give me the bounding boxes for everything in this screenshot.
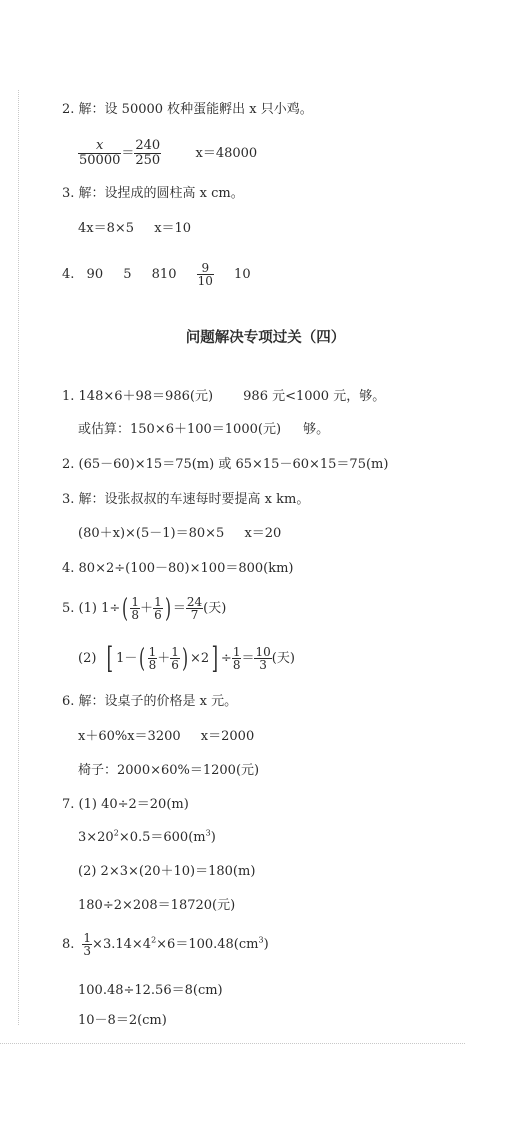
q1-line-1 bbox=[62, 389, 385, 405]
q5-p1-prefix: 5. (1) 1÷ bbox=[62, 601, 121, 616]
p2-answer: x＝48000 bbox=[195, 146, 258, 161]
q5-p2-times2: ×2 bbox=[190, 651, 210, 666]
p4-frac-den: 10 bbox=[197, 274, 213, 288]
p2-right-den: 250 bbox=[135, 153, 161, 168]
q5-p2-open-bracket: [ bbox=[107, 640, 114, 676]
p3-ans: x＝10 bbox=[154, 221, 192, 236]
q5-p1-plus: ＋ bbox=[140, 601, 154, 616]
p3-label: 3. 解：设捏成的圆柱高 x cm。 bbox=[62, 186, 244, 201]
p3-eq: 4x＝8×5 bbox=[78, 221, 135, 236]
q7-volume bbox=[78, 830, 216, 846]
q3-label: 3. 解：设张叔叔的车速每时要提高 x km。 bbox=[62, 492, 310, 507]
q6-equation bbox=[78, 729, 254, 745]
q1-line1-calc: 1. 148×6＋98＝986(元) bbox=[62, 389, 214, 404]
p4-line bbox=[62, 260, 251, 290]
p4-val-1: 90 bbox=[86, 267, 104, 282]
p2-left-num: x bbox=[78, 139, 121, 154]
q5-p1-f1-den: 8 bbox=[131, 608, 140, 622]
q2-line: 2. (65－60)×15＝75(m) 或 65×15－60×15＝75(m) bbox=[62, 457, 389, 472]
q5-p2-unit: (天) bbox=[271, 651, 295, 666]
q5-p2-eq: ＝ bbox=[241, 651, 255, 666]
q7-vol-a: 3×20 bbox=[78, 830, 114, 845]
p4-val-2: 5 bbox=[123, 267, 132, 282]
q8-c: ) bbox=[263, 937, 269, 952]
q5-p2-one-minus: 1－ bbox=[116, 651, 138, 666]
q5-p2-prefix: (2) bbox=[78, 651, 97, 666]
q8-sup: 2 bbox=[151, 935, 157, 945]
q5-p2-close-paren: ) bbox=[181, 643, 188, 674]
q5-p2-frac-2 bbox=[170, 646, 180, 671]
p2-right-fraction bbox=[134, 139, 161, 168]
p2-eq-sign: ＝ bbox=[121, 146, 135, 161]
q5-p2-plus: ＋ bbox=[157, 651, 171, 666]
p2-equation bbox=[78, 137, 257, 171]
bottom-dotted-line bbox=[0, 1043, 465, 1044]
margin-dotted-line bbox=[18, 90, 19, 1025]
q5-p1-frac-1 bbox=[130, 596, 140, 621]
q5-p2-f2-num: 1 bbox=[171, 645, 179, 659]
q8-a: ×3.14×4 bbox=[92, 937, 152, 952]
q5-p1-open-paren: ( bbox=[122, 593, 129, 624]
q5-p2-open-paren: ( bbox=[139, 643, 146, 674]
p2-left-den: 50000 bbox=[79, 153, 121, 168]
q1-estimate: 或估算：150×6＋100＝1000(元) bbox=[78, 422, 282, 437]
p2-label: 2. 解：设 50000 枚种蛋能孵出 x 只小鸡。 bbox=[62, 102, 313, 117]
q1-line-2 bbox=[78, 422, 329, 438]
p2-right-num: 240 bbox=[135, 138, 161, 153]
q5-p2-f1-num: 1 bbox=[148, 645, 157, 659]
q8-line-1 bbox=[62, 929, 269, 961]
q3-equation bbox=[78, 526, 281, 542]
q4-line: 4. 80×2÷(100－80)×100＝800(km) bbox=[62, 561, 294, 576]
q5-p1-unit: (天) bbox=[203, 601, 227, 616]
q6-eq: x＋60%x＝3200 bbox=[78, 729, 181, 744]
q8-line-3: 10－8＝2(cm) bbox=[78, 1013, 167, 1028]
p4-fraction bbox=[197, 262, 214, 287]
q5-p1-f2-num: 1 bbox=[154, 595, 162, 609]
section-title: 问题解决专项过关（四） bbox=[185, 329, 346, 346]
q8-fraction bbox=[82, 932, 92, 957]
q8-frac-den: 3 bbox=[83, 944, 92, 958]
q5-p1-result bbox=[186, 596, 203, 621]
q3-ans: x＝20 bbox=[244, 526, 282, 541]
q8-line-2: 100.48÷12.56＝8(cm) bbox=[78, 983, 223, 998]
p4-frac-num: 9 bbox=[197, 262, 214, 275]
q5-p2-f1-den: 8 bbox=[148, 658, 157, 672]
p4-val-3: 810 bbox=[151, 267, 177, 282]
q7-vol-unit-sup: 3 bbox=[205, 828, 211, 838]
q3-eq: (80＋x)×(5－1)＝80×5 bbox=[78, 526, 225, 541]
q5-p2-f2-den: 6 bbox=[171, 658, 179, 672]
q7-vol-sup: 2 bbox=[113, 828, 119, 838]
q7-part-3: 180÷2×208＝18720(元) bbox=[78, 898, 236, 913]
q6-chair: 椅子：2000×60%＝1200(元) bbox=[78, 763, 260, 778]
q5-p1-close-paren: ) bbox=[164, 593, 171, 624]
q5-p1-f1-num: 1 bbox=[131, 595, 140, 609]
q5-p1-eq: ＝ bbox=[172, 601, 186, 616]
q6-label: 6. 解：设桌子的价格是 x 元。 bbox=[62, 694, 238, 709]
p4-last: 10 bbox=[234, 267, 251, 282]
q5-p1-res-den: 7 bbox=[190, 608, 199, 622]
p3-equation bbox=[78, 221, 191, 237]
q5-part-1 bbox=[62, 592, 226, 626]
q5-p2-f3-num: 1 bbox=[232, 645, 241, 659]
q5-p1-f2-den: 6 bbox=[154, 608, 162, 622]
q5-p2-res-num: 10 bbox=[255, 645, 271, 659]
q5-p2-f3-den: 8 bbox=[232, 658, 241, 672]
q8-b: ×6＝100.48(cm bbox=[156, 937, 259, 952]
q5-p2-frac-1 bbox=[148, 646, 158, 671]
q5-p1-frac-2 bbox=[153, 596, 163, 621]
q7-vol-b: ×0.5＝600(m bbox=[118, 830, 206, 845]
q5-p2-result bbox=[254, 646, 271, 671]
q7-vol-c: ) bbox=[210, 830, 216, 845]
p4-label: 4. bbox=[62, 267, 75, 282]
q8-prefix: 8. bbox=[62, 937, 75, 952]
q7-part-2: (2) 2×3×(20＋10)＝180(m) bbox=[78, 864, 256, 879]
q1-enough: 够。 bbox=[303, 422, 330, 437]
q5-p2-res-den: 3 bbox=[259, 658, 267, 672]
q6-ans: x＝2000 bbox=[200, 729, 255, 744]
q1-line1-compare: 986 元<1000 元，够。 bbox=[243, 389, 386, 404]
q5-p1-res-num: 24 bbox=[186, 595, 203, 609]
q5-part-2 bbox=[78, 642, 295, 676]
q8-frac-num: 1 bbox=[83, 931, 92, 945]
p2-left-fraction bbox=[78, 139, 121, 168]
q5-p2-div: ÷ bbox=[220, 651, 232, 666]
q5-p2-close-bracket: ] bbox=[211, 640, 219, 676]
q8-unit-sup: 3 bbox=[258, 935, 264, 945]
q7-part-1: 7. (1) 40÷2＝20(m) bbox=[62, 797, 189, 812]
